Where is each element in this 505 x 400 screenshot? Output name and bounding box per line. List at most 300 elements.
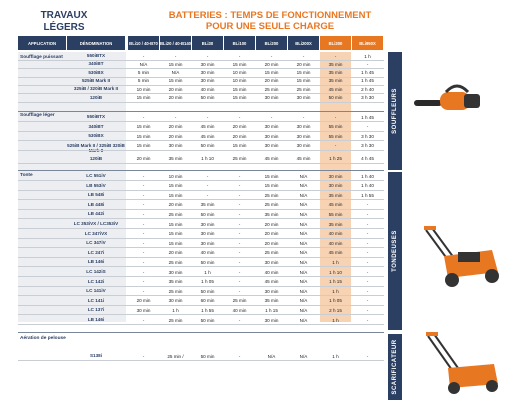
runtime-cell: - bbox=[366, 353, 369, 359]
section-divider bbox=[18, 111, 384, 112]
runtime-cell: 2 h 15 bbox=[329, 307, 342, 313]
runtime-cell: - bbox=[238, 240, 241, 246]
runtime-cell: - bbox=[142, 288, 145, 294]
model-name: LB 548i bbox=[87, 192, 105, 198]
runtime-cell: 1 h 40 bbox=[361, 183, 374, 189]
runtime-cell: 35 min bbox=[168, 279, 183, 285]
runtime-cell: 10 min bbox=[232, 78, 247, 84]
runtime-cell: - bbox=[302, 114, 305, 120]
runtime-cell: - bbox=[142, 114, 145, 120]
runtime-cell: 20 min bbox=[168, 202, 183, 208]
runtime-cell: 25 min bbox=[264, 192, 279, 198]
runtime-cell: 15 min bbox=[264, 173, 279, 179]
runtime-cell: 3 h 30 bbox=[361, 143, 374, 148]
runtime-cell: 3 h 30 bbox=[361, 95, 374, 100]
runtime-cell: 30 min bbox=[200, 240, 215, 246]
runtime-cell: 30 min bbox=[168, 143, 183, 148]
runtime-cell: 1 h bbox=[332, 353, 339, 359]
runtime-cell: 15 min bbox=[136, 133, 151, 139]
row-divider bbox=[18, 247, 384, 248]
runtime-cell: - bbox=[142, 240, 145, 246]
model-name: 120iB bbox=[89, 155, 103, 161]
runtime-cell: 15 min bbox=[168, 183, 183, 189]
runtime-cell: - bbox=[366, 202, 369, 208]
col-denomination: DÉNOMINATION bbox=[67, 36, 125, 50]
runtime-cell: 1 h 45 bbox=[361, 114, 374, 120]
row-divider bbox=[18, 305, 384, 306]
model-name: 340iBT bbox=[88, 61, 104, 67]
runtime-cell: 1 h 55 bbox=[201, 307, 214, 313]
runtime-cell: 4 h 45 bbox=[361, 156, 374, 161]
runtime-cell: 10 min bbox=[232, 70, 247, 76]
runtime-cell: 1 h 15 bbox=[265, 307, 278, 313]
col-application: APPLICATION bbox=[18, 36, 66, 50]
runtime-cell: - bbox=[366, 269, 369, 275]
runtime-cell: - bbox=[238, 202, 241, 208]
runtime-cell: - bbox=[238, 288, 241, 294]
model-name: 525iB Mark II bbox=[81, 77, 111, 83]
runtime-cell: 50 min bbox=[200, 259, 215, 265]
runtime-cell: - bbox=[238, 353, 241, 359]
runtime-cell: 60 min bbox=[200, 298, 215, 304]
runtime-cell: 30 min bbox=[168, 298, 183, 304]
model-name: 525iB Mark II / 325iB 320iB Mark II bbox=[67, 142, 125, 153]
runtime-cell: 30 min bbox=[200, 231, 215, 237]
runtime-cell: 30 min bbox=[264, 317, 279, 323]
row-divider bbox=[18, 150, 384, 151]
runtime-cell: 15 min bbox=[168, 61, 183, 67]
model-name: LC 347iVX bbox=[84, 230, 108, 236]
row-divider bbox=[18, 190, 384, 191]
runtime-cell: 30 min bbox=[328, 183, 343, 189]
runtime-cell: - bbox=[334, 143, 337, 148]
section-divider bbox=[18, 332, 384, 333]
runtime-cell: 20 min bbox=[168, 86, 183, 92]
model-name: LC 141i bbox=[87, 297, 105, 303]
runtime-cell: 15 min bbox=[264, 70, 279, 76]
runtime-cell: 20 min bbox=[296, 61, 311, 67]
runtime-cell: 35 min bbox=[328, 70, 343, 76]
runtime-cell: - bbox=[334, 114, 337, 120]
model-name: LB 553iV bbox=[86, 182, 106, 188]
runtime-cell: - bbox=[206, 183, 209, 189]
runtime-cell: 35 min bbox=[328, 78, 343, 84]
runtime-cell: 35 min bbox=[328, 61, 343, 67]
runtime-cell: 30 min bbox=[264, 95, 279, 100]
runtime-cell: - bbox=[366, 221, 369, 227]
runtime-cell: N/A bbox=[299, 221, 308, 227]
model-name: LC 141iV bbox=[86, 288, 106, 294]
runtime-cell: 35 min bbox=[328, 192, 343, 198]
app-soufflage-leger: Soufflage léger bbox=[20, 113, 55, 118]
row-divider bbox=[18, 314, 384, 315]
runtime-cell: N/A bbox=[299, 317, 308, 323]
runtime-cell: 25 min bbox=[168, 288, 183, 294]
runtime-cell: N/A bbox=[267, 353, 276, 359]
runtime-cell: 15 min bbox=[136, 143, 151, 148]
runtime-cell: N/A bbox=[299, 307, 308, 313]
runtime-cell: - bbox=[142, 269, 145, 275]
battery-column-header: BLi950X bbox=[352, 36, 383, 50]
runtime-cell: 1 h 45 bbox=[361, 78, 374, 84]
runtime-cell: 35 min bbox=[328, 221, 343, 227]
runtime-cell: 45 min bbox=[328, 86, 343, 92]
runtime-cell: 15 min bbox=[168, 240, 183, 246]
runtime-cell: 5 min bbox=[137, 70, 150, 76]
runtime-cell: 15 min bbox=[136, 95, 151, 100]
runtime-cell: 30 min bbox=[264, 288, 279, 294]
runtime-cell: 20 min bbox=[264, 78, 279, 84]
runtime-cell: - bbox=[238, 221, 241, 227]
row-divider bbox=[18, 286, 384, 287]
runtime-cell: - bbox=[238, 211, 241, 217]
runtime-cell: N/A bbox=[299, 279, 308, 285]
row-divider bbox=[18, 238, 384, 239]
runtime-cell: 15 min bbox=[168, 78, 183, 84]
runtime-cell: 50 min bbox=[200, 353, 215, 359]
runtime-cell: - bbox=[366, 231, 369, 237]
runtime-cell: - bbox=[238, 192, 241, 198]
runtime-cell: 30 min bbox=[264, 143, 279, 148]
row-divider bbox=[18, 180, 384, 181]
runtime-cell: N/A bbox=[299, 231, 308, 237]
runtime-cell: - bbox=[142, 259, 145, 265]
runtime-cell: 25 min bbox=[168, 211, 183, 217]
section-divider bbox=[18, 170, 384, 171]
model-name: 530iBX bbox=[88, 69, 104, 75]
runtime-cell: 45 min bbox=[264, 279, 279, 285]
runtime-cell: - bbox=[206, 173, 209, 179]
runtime-cell: N/A bbox=[139, 61, 148, 67]
runtime-cell: - bbox=[366, 124, 369, 129]
model-name: LC 353iVX / LC353iV bbox=[73, 221, 119, 226]
runtime-cell: - bbox=[142, 231, 145, 237]
runtime-cell: - bbox=[174, 114, 177, 120]
runtime-cell: - bbox=[366, 279, 369, 285]
model-name: LB 146i bbox=[87, 259, 105, 265]
runtime-cell: 25 min bbox=[232, 298, 247, 304]
runtime-cell: - bbox=[366, 288, 369, 294]
model-name: LC 142i bbox=[87, 278, 105, 284]
runtime-cell: 35 min bbox=[168, 156, 183, 161]
app-soufflage-puissant: Soufflage puissant bbox=[20, 55, 63, 60]
battery-column-header: BLi300 bbox=[320, 36, 351, 50]
row-divider bbox=[18, 121, 384, 122]
runtime-cell: 1 h bbox=[332, 317, 339, 323]
runtime-cell: 40 min bbox=[200, 86, 215, 92]
runtime-cell: 35 min bbox=[264, 211, 279, 217]
runtime-cell: 1 h bbox=[172, 307, 179, 313]
runtime-cell: - bbox=[238, 231, 241, 237]
runtime-cell: 30 min bbox=[264, 133, 279, 139]
row-divider bbox=[18, 209, 384, 210]
runtime-cell: 50 min bbox=[200, 211, 215, 217]
runtime-cell: - bbox=[238, 173, 241, 179]
runtime-cell: 15 min bbox=[296, 70, 311, 76]
runtime-cell: - bbox=[270, 114, 273, 120]
runtime-cell: - bbox=[238, 317, 241, 323]
battery-column-header: BLi30 bbox=[192, 36, 223, 50]
runtime-cell: N/A bbox=[299, 173, 308, 179]
runtime-cell: - bbox=[366, 61, 369, 67]
runtime-cell: 1 h 40 bbox=[361, 173, 374, 179]
row-divider bbox=[18, 257, 384, 258]
runtime-cell: 25 min bbox=[296, 86, 311, 92]
runtime-cell: 1 h bbox=[332, 288, 339, 294]
runtime-cell: - bbox=[142, 211, 145, 217]
runtime-cell: 45 min bbox=[328, 202, 343, 208]
runtime-cell: 1 h 05 bbox=[201, 279, 214, 285]
runtime-cell: - bbox=[238, 250, 241, 256]
runtime-cell: 30 min bbox=[264, 124, 279, 129]
runtime-cell: N/A bbox=[299, 259, 308, 265]
runtime-cell: 55 min bbox=[328, 211, 343, 217]
runtime-cell: - bbox=[142, 173, 145, 179]
row-divider bbox=[18, 266, 384, 267]
runtime-cell: - bbox=[366, 307, 369, 313]
model-name: 120iB bbox=[89, 94, 103, 100]
runtime-cell: 25 min bbox=[264, 250, 279, 256]
app-tonte: Tonte bbox=[20, 173, 33, 178]
runtime-cell: - bbox=[142, 317, 145, 323]
table-title bbox=[150, 10, 390, 32]
runtime-cell: 30 min bbox=[296, 124, 311, 129]
runtime-cell: 45 min bbox=[328, 250, 343, 256]
runtime-cell: 25 min bbox=[264, 202, 279, 208]
battery-column-header: BLi10 / 40-B70 bbox=[128, 36, 159, 50]
runtime-cell: - bbox=[366, 250, 369, 256]
runtime-cell: 20 min bbox=[136, 156, 151, 161]
runtime-cell: - bbox=[366, 240, 369, 246]
row-divider bbox=[18, 218, 384, 219]
runtime-cell: N/A bbox=[299, 288, 308, 294]
runtime-cell: 25 min bbox=[264, 86, 279, 92]
runtime-cell: - bbox=[270, 53, 273, 59]
runtime-cell: - bbox=[142, 53, 145, 59]
runtime-cell: 20 min bbox=[264, 61, 279, 67]
runtime-cell: 15 min bbox=[232, 61, 247, 67]
runtime-cell: - bbox=[142, 183, 145, 189]
sidebar-scarificateur: SCARIFICATEUR bbox=[388, 334, 402, 400]
runtime-cell: - bbox=[206, 53, 209, 59]
runtime-cell: - bbox=[366, 259, 369, 265]
runtime-cell: - bbox=[238, 259, 241, 265]
battery-column-header: BLi200 bbox=[256, 36, 287, 50]
runtime-cell: 50 min bbox=[328, 95, 343, 100]
runtime-cell: - bbox=[142, 221, 145, 227]
model-name: 325iB / 320iB Mark II bbox=[73, 86, 119, 92]
table-title-line1: BATTERIES : TEMPS DE FONCTIONNEMENT bbox=[168, 10, 372, 21]
runtime-cell: 15 min bbox=[168, 192, 183, 198]
runtime-cell: N/A bbox=[299, 250, 308, 256]
row-divider bbox=[18, 228, 384, 229]
row-divider bbox=[18, 360, 384, 361]
runtime-cell: 15 min bbox=[136, 124, 151, 129]
runtime-cell: - bbox=[334, 53, 337, 59]
runtime-cell: 15 min bbox=[296, 78, 311, 84]
runtime-cell: - bbox=[238, 53, 241, 59]
runtime-cell: 20 min bbox=[264, 231, 279, 237]
runtime-cell: - bbox=[366, 211, 369, 217]
runtime-cell: 1 h bbox=[364, 53, 371, 59]
runtime-cell: 20 min bbox=[232, 124, 247, 129]
row-divider bbox=[18, 324, 384, 325]
row-divider bbox=[18, 276, 384, 277]
runtime-cell: 30 min bbox=[136, 307, 151, 313]
runtime-cell: 15 min bbox=[264, 183, 279, 189]
runtime-cell: 1 h 15 bbox=[329, 279, 342, 285]
runtime-cell: 1 h 55 bbox=[361, 192, 374, 198]
runtime-cell: 15 min bbox=[168, 221, 183, 227]
model-name: 550iBTX bbox=[86, 114, 106, 119]
runtime-cell: 40 min bbox=[200, 250, 215, 256]
runtime-cell: N/A bbox=[299, 353, 308, 359]
runtime-cell: N/A bbox=[299, 183, 308, 189]
runtime-cell: 30 min bbox=[200, 78, 215, 84]
runtime-cell: N/A bbox=[299, 211, 308, 217]
runtime-cell: 45 min bbox=[264, 156, 279, 161]
runtime-cell: 35 min bbox=[200, 202, 215, 208]
runtime-cell: 20 min bbox=[264, 240, 279, 246]
page-title: TRAVAUX LÉGERS bbox=[40, 10, 88, 33]
runtime-cell: 25 min bbox=[168, 317, 183, 323]
model-name: 530iBX bbox=[88, 133, 104, 138]
battery-column-header: BLi100 bbox=[224, 36, 255, 50]
runtime-cell: N/A bbox=[299, 192, 308, 198]
runtime-cell: 40 min bbox=[328, 240, 343, 246]
runtime-cell: - bbox=[238, 279, 241, 285]
runtime-cell: 1 h bbox=[204, 269, 211, 275]
runtime-cell: 50 min bbox=[200, 317, 215, 323]
runtime-cell: 30 min bbox=[296, 133, 311, 139]
runtime-cell: - bbox=[142, 202, 145, 208]
runtime-cell: 55 min bbox=[328, 133, 343, 139]
scarifier-image bbox=[418, 330, 502, 396]
runtime-cell: 50 min bbox=[200, 143, 215, 148]
runtime-cell: - bbox=[302, 53, 305, 59]
runtime-cell: 3 h 30 bbox=[361, 133, 374, 139]
blower-image bbox=[412, 80, 502, 120]
battery-column-header: BLi20 / 40-B140 bbox=[160, 36, 191, 50]
runtime-cell: 1 h 45 bbox=[361, 70, 374, 76]
runtime-cell: 50 min bbox=[200, 95, 215, 100]
sidebar-souffleurs: SOUFFLEURS bbox=[388, 52, 402, 170]
runtime-cell: 30 min bbox=[200, 221, 215, 227]
model-name: LC 142iS bbox=[86, 269, 106, 274]
runtime-cell: - bbox=[142, 192, 145, 198]
runtime-cell: - bbox=[206, 192, 209, 198]
runtime-cell: - bbox=[206, 114, 209, 120]
runtime-cell: 15 min bbox=[232, 86, 247, 92]
model-name: LB 442i bbox=[87, 211, 105, 217]
runtime-cell: 40 min bbox=[328, 231, 343, 237]
model-name: 550iBTX bbox=[86, 53, 106, 58]
runtime-cell: 1 h 25 bbox=[329, 156, 342, 161]
runtime-cell: 45 min bbox=[200, 133, 215, 139]
model-name: LC 347iV bbox=[86, 240, 106, 246]
runtime-cell: N/A bbox=[171, 70, 180, 76]
model-name: LC 247i bbox=[87, 249, 105, 255]
model-name: LC 137i bbox=[87, 307, 105, 313]
runtime-cell: 15 min bbox=[232, 143, 247, 148]
runtime-cell: 1 h 10 bbox=[329, 269, 342, 275]
battery-column-header: BLi200X bbox=[288, 36, 319, 50]
row-divider bbox=[18, 140, 384, 141]
runtime-cell: 5 min bbox=[137, 78, 150, 84]
runtime-cell: 50 min bbox=[200, 288, 215, 294]
runtime-cell: 30 min bbox=[264, 259, 279, 265]
runtime-cell: 25 min bbox=[168, 259, 183, 265]
sidebar-tondeuses: TONDEUSES bbox=[388, 172, 402, 330]
runtime-cell: 15 min bbox=[232, 95, 247, 100]
model-name: LB 146i bbox=[87, 317, 105, 322]
runtime-cell: 10 min bbox=[136, 86, 151, 92]
runtime-cell: 20 min bbox=[232, 133, 247, 139]
row-divider bbox=[18, 199, 384, 200]
runtime-cell: 20 min bbox=[168, 133, 183, 139]
runtime-cell: - bbox=[366, 298, 369, 304]
runtime-cell: 1 h bbox=[332, 259, 339, 265]
runtime-cell: 20 min bbox=[168, 124, 183, 129]
model-name: LC 551iV bbox=[86, 173, 106, 178]
runtime-cell: 25 min / bbox=[167, 353, 184, 359]
model-name: LB 448i bbox=[87, 201, 105, 207]
runtime-cell: - bbox=[174, 53, 177, 59]
app-aeration: Aération de pelouse bbox=[20, 336, 66, 341]
model-name: S138i bbox=[89, 353, 102, 358]
runtime-cell: N/A bbox=[299, 240, 308, 246]
runtime-cell: 25 min bbox=[232, 156, 247, 161]
mower-image bbox=[418, 220, 502, 290]
runtime-cell: 20 min bbox=[264, 221, 279, 227]
runtime-cell: 10 min bbox=[168, 173, 183, 179]
runtime-cell: 45 min bbox=[296, 156, 311, 161]
runtime-cell: 30 min bbox=[296, 95, 311, 100]
runtime-cell: 55 min bbox=[328, 124, 343, 129]
runtime-cell: - bbox=[238, 183, 241, 189]
runtime-cell: 40 min bbox=[264, 269, 279, 275]
runtime-cell: - bbox=[238, 269, 241, 275]
runtime-cell: 20 min bbox=[136, 298, 151, 304]
model-name: 340iBT bbox=[88, 123, 104, 129]
runtime-cell: 20 min bbox=[168, 250, 183, 256]
row-divider bbox=[18, 131, 384, 132]
runtime-cell: 40 min bbox=[232, 307, 247, 313]
row-divider bbox=[18, 295, 384, 296]
runtime-cell: 35 min bbox=[264, 298, 279, 304]
runtime-cell: - bbox=[142, 250, 145, 256]
runtime-cell: N/A bbox=[299, 202, 308, 208]
runtime-cell: - bbox=[142, 353, 145, 359]
runtime-cell: 45 min bbox=[200, 124, 215, 129]
runtime-cell: 30 min bbox=[200, 61, 215, 67]
runtime-cell: N/A bbox=[299, 298, 308, 304]
runtime-cell: 1 h 10 bbox=[201, 156, 214, 161]
row-divider bbox=[18, 102, 384, 103]
runtime-cell: 30 min bbox=[200, 70, 215, 76]
runtime-cell: 2 h 40 bbox=[361, 86, 374, 92]
runtime-cell: 20 min bbox=[168, 95, 183, 100]
runtime-cell: - bbox=[142, 279, 145, 285]
runtime-cell: 30 min bbox=[296, 143, 311, 148]
runtime-cell: N/A bbox=[299, 269, 308, 275]
runtime-cell: - bbox=[238, 114, 241, 120]
table-title-line2: POUR UNE SEULE CHARGE bbox=[205, 21, 335, 32]
runtime-cell: 30 min bbox=[328, 173, 343, 179]
runtime-cell: 15 min bbox=[168, 231, 183, 237]
row-divider bbox=[18, 163, 384, 164]
runtime-cell: 1 h 05 bbox=[329, 298, 342, 304]
